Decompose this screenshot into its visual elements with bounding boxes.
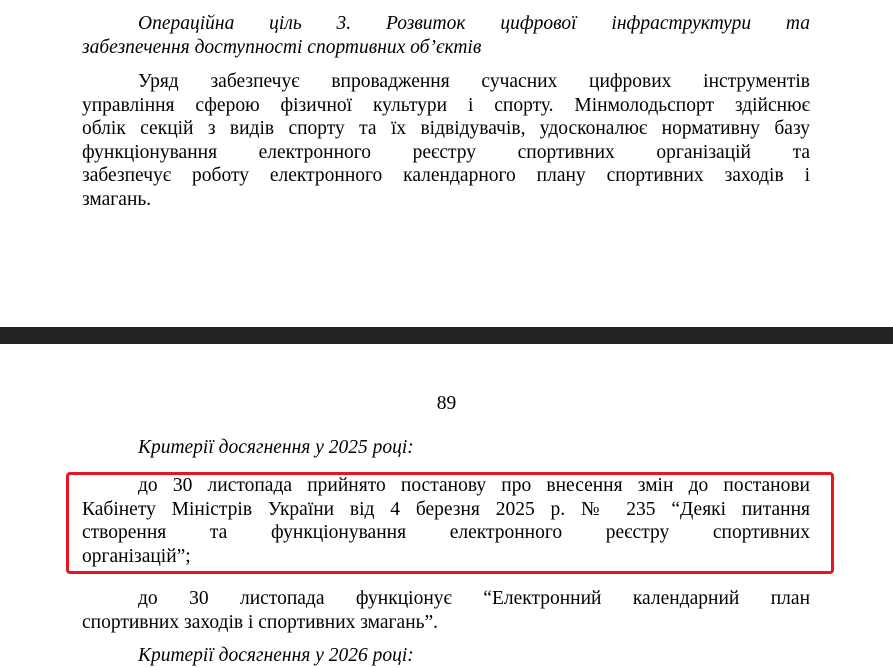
criteria-title-2026-partial xyxy=(82,644,810,668)
paragraph-digital-tools xyxy=(82,70,810,211)
criterion-item-resolution xyxy=(82,474,810,568)
criterion-line: організацій”; xyxy=(82,545,191,567)
paragraph-line: Уряд забезпечує впровадження сучасних цифрових інструментів xyxy=(138,71,810,92)
paragraph-line: управління сферою фізичної культури і спорту. Мінмолодьспорт здійснює xyxy=(82,94,810,116)
paragraph-line: функціонування електронного реєстру спортивних організацій та xyxy=(82,141,810,163)
criteria-title-text: Критерії досягнення у 2025 році: xyxy=(138,437,414,458)
paragraph-line: змагань. xyxy=(82,188,152,210)
heading-line: Операційна ціль 3. Розвиток цифрової інфраструктури та xyxy=(138,13,810,34)
criterion-line: Кабінету Міністрів України від 4 березня 2025 р. № 235 “Деякі питання xyxy=(82,498,810,520)
paragraph-line: облік секцій з видів спорту та їх відвідувачів, удосконалює нормативну базу xyxy=(82,118,810,139)
paragraph-line: забезпечує роботу електронного календарного плану спортивних заходів і xyxy=(82,165,810,186)
criterion-line: до 30 листопада прийнято постанову про внесення змін до постанови xyxy=(138,475,810,496)
document-page-bottom xyxy=(0,344,893,666)
document-page-top xyxy=(0,0,893,327)
page-separator xyxy=(0,327,893,344)
page-number: 89 xyxy=(436,393,457,414)
criteria-title-text: Критерії досягнення у 2026 році: xyxy=(138,645,414,666)
heading-line: забезпечення доступності спортивних об’єктів xyxy=(82,36,482,58)
criterion-line: спортивних заходів і спортивних змагань”. xyxy=(82,611,439,633)
criteria-title xyxy=(82,436,810,460)
criterion-line: до 30 листопада функціонує “Електронний календарний план xyxy=(138,588,810,609)
criterion-line: створення та функціонування електронного реєстру спортивних xyxy=(82,522,810,543)
criterion-item-calendar xyxy=(82,587,810,634)
operational-goal-heading xyxy=(82,12,810,59)
